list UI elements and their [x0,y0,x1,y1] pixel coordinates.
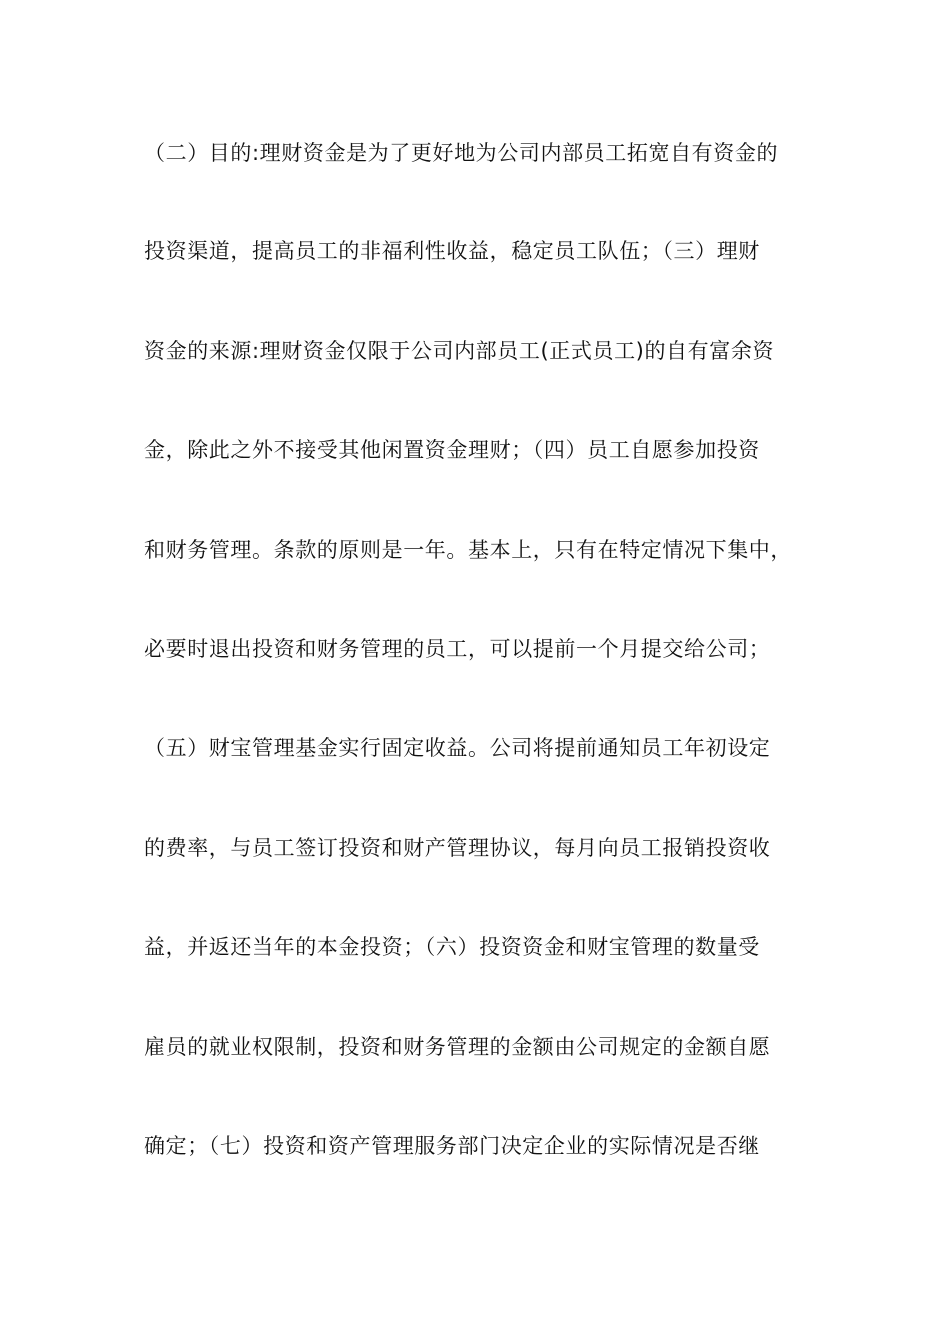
paragraph-line: 和财务管理。条款的原则是一年。基本上，只有在特定情况下集中， [144,538,792,562]
paragraph-line: （五）财宝管理基金实行固定收益。公司将提前通知员工年初设定 [144,736,771,760]
paragraph-line: 必要时退出投资和财务管理的员工，可以提前一个月提交给公司； [144,637,771,661]
paragraph-line: 投资渠道，提高员工的非福利性收益，稳定员工队伍；（三）理财 [144,239,760,263]
paragraph-line: 金，除此之外不接受其他闲置资金理财；（四）员工自愿参加投资 [144,438,760,462]
paragraph-line: 益，并返还当年的本金投资；（六）投资资金和财宝管理的数量受 [144,935,760,959]
paragraph-line: 资金的来源:理财资金仅限于公司内部员工(正式员工)的自有富余资 [144,339,775,363]
paragraph-line: 的费率，与员工签订投资和财产管理协议，每月向员工报销投资收 [144,836,771,860]
paragraph-line: （二）目的:理财资金是为了更好地为公司内部员工拓宽自有资金的 [144,141,779,165]
paragraph-line: 确定；（七）投资和资产管理服务部门决定企业的实际情况是否继 [144,1134,760,1158]
paragraph-line: 雇员的就业权限制，投资和财务管理的金额由公司规定的金额自愿 [144,1035,771,1059]
